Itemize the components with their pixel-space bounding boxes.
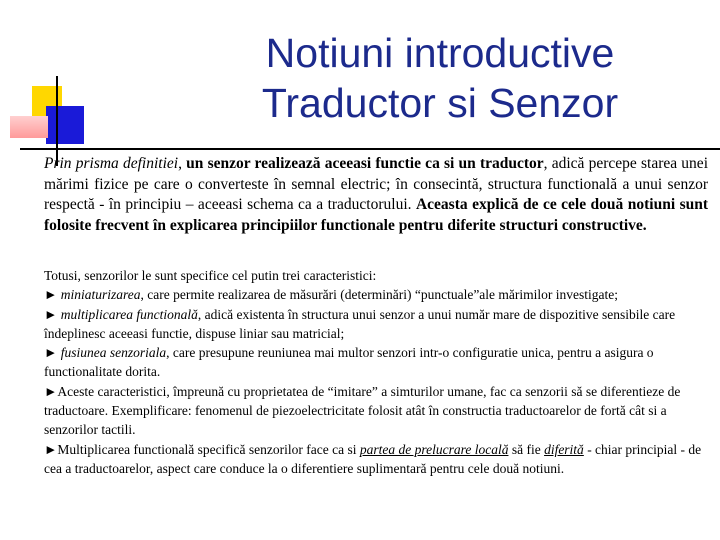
term-different: diferită	[544, 441, 584, 457]
item-text: Aceste caracteristici, împreună cu proprietatea de “imitare” a simturilor umane, fac ca senzorii să se diferentieze de traductoare. Exemplificare: fenomenul de piezoelectricitate folosit atât în constructia traductoarelor de fortă cât si a senzorilor tactili.	[44, 383, 681, 438]
term-fusion: fusiunea senzoriala	[60, 345, 167, 361]
definition-lead: Prin prisma definitiei	[44, 155, 179, 172]
title-line-1: Notiuni introductive	[265, 30, 615, 76]
list-item-miniaturization	[44, 285, 708, 304]
term-local-processing: partea de prelucrare locală	[359, 441, 509, 457]
decor-pink-bar	[10, 116, 48, 138]
bullet-marker: ►	[44, 345, 61, 361]
item-text: , care permite realizarea de măsurări (determinări) “punctuale”ale mărimilor investigate;	[140, 287, 619, 303]
list-item-local-processing	[44, 440, 708, 479]
bullet-marker: ►	[44, 383, 58, 399]
term-multiplication: multiplicarea functională	[60, 306, 198, 322]
item-text: - chiar principial - de cea a traductoarelor, aspect care conduce la o diferentiere suplimentară pentru cele două notiuni.	[44, 441, 702, 476]
decor-vertical-line	[56, 76, 58, 166]
item-text: , adică existenta în structura unui senzor a unui număr mare de dispozitive sensibile care îndeplinesc aceeasi functie, dispuse liniar sau matricial;	[44, 306, 676, 341]
bullet-marker: ►	[44, 441, 58, 457]
decor-blue-square	[46, 106, 84, 144]
list-item-differentiation	[44, 382, 708, 440]
characteristics-section	[44, 266, 708, 478]
list-item-fusion	[44, 343, 708, 382]
bullet-marker: ►	[44, 287, 61, 303]
definition-comma: ,	[178, 155, 187, 172]
term-miniaturization: miniaturizarea	[60, 287, 141, 303]
list-item-multiplication	[44, 305, 708, 344]
bullet-marker: ►	[44, 306, 61, 322]
definition-conclusion: Aceasta explică de ce cele două notiuni sunt folosite frecvent în explicarea principiilor functionale pentru diferite structuri constructive.	[44, 196, 709, 234]
title-line-2: Traductor si Senzor	[261, 80, 619, 126]
item-text: , care presupune reuniunea mai multor senzori intr-o configuratie unica, pentru a asigura o functionalitate dorita.	[44, 345, 654, 380]
item-text: Multiplicarea functională specifică senzorilor face ca si	[57, 441, 360, 457]
definition-body: , adică percepe starea unei mărimi fizice pe care o converteste în semnal electric; în consecintă, structura functională a unui senzor respectă - în principiu – aceeasi schema ca a traductorului.	[44, 155, 708, 213]
item-text: să fie	[508, 441, 545, 457]
characteristics-intro: Totusi, senzorilor le sunt specifice cel putin trei caracteristici:	[44, 268, 377, 283]
definition-emphasis: un senzor realizează aceeasi functie ca si un traductor	[186, 155, 544, 172]
definition-paragraph	[44, 154, 708, 236]
decor-horizontal-line	[20, 148, 720, 150]
slide-title	[160, 28, 720, 128]
